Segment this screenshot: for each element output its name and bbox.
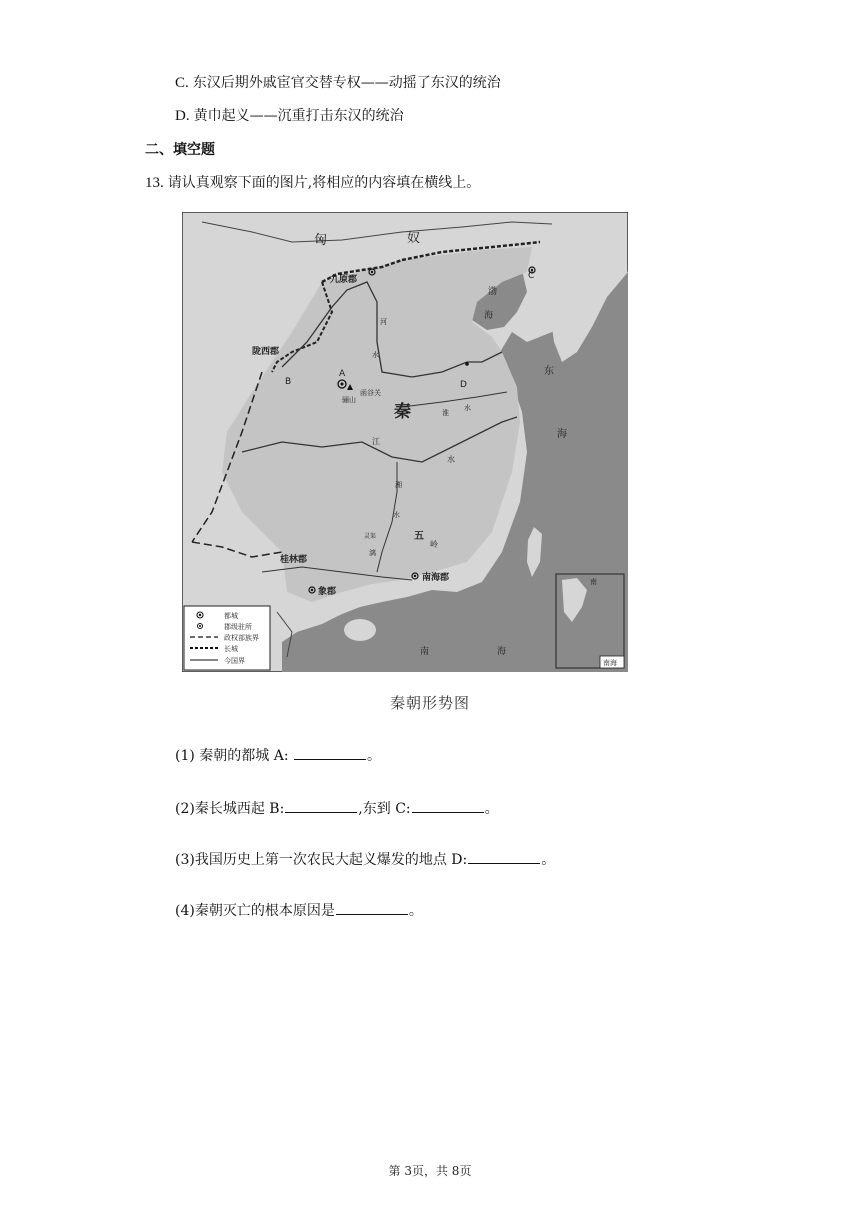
map-label-lingqu: 灵渠: [364, 533, 377, 540]
answer-blank-reason[interactable]: [336, 899, 408, 915]
question-text: 请认真观察下面的图片,将相应的内容填在横线上。: [167, 175, 481, 191]
subquestion-3: [175, 848, 555, 870]
map-label-huaishui: 水: [464, 404, 471, 412]
map-label-d: D: [460, 380, 467, 390]
map-label-c: C: [528, 271, 535, 281]
map-label-xiang: 湘: [395, 481, 402, 489]
subquestion-end: 。: [484, 801, 499, 817]
map-label-longxi: 陇西郡: [252, 347, 280, 357]
legend-wall: 长城: [224, 645, 238, 653]
map-label-nanhai: 海: [497, 647, 507, 657]
answer-blank-b[interactable]: [285, 797, 357, 813]
question-number: 13.: [145, 175, 164, 191]
inset-label: 南: [590, 578, 597, 586]
map-label-qin: 秦: [394, 402, 411, 422]
map-label-shui: 水: [372, 351, 379, 359]
section-title: 二、填空题: [145, 142, 215, 158]
option-d: [175, 106, 404, 126]
map-label-donghai: 海: [557, 429, 567, 440]
legend-dashed: 政权部族界: [224, 634, 259, 642]
question-13: [145, 173, 480, 193]
map-label-a: A: [339, 369, 346, 379]
map-label-dong: 东: [544, 366, 554, 377]
subquestion-mid: ,东到 C:: [358, 801, 411, 817]
map-label-he: 河: [380, 318, 387, 326]
option-letter: D.: [175, 108, 190, 124]
subquestion-text: (1) 秦朝的都城 A:: [175, 748, 294, 764]
subquestion-4: [175, 899, 423, 921]
map-caption: 秦朝形势图: [389, 694, 470, 712]
map-label-wu: 五: [414, 531, 424, 542]
map-label-hai: 海: [484, 311, 494, 321]
option-letter: C.: [175, 75, 189, 91]
map-label-nanhaijun: 南海郡: [422, 573, 450, 583]
subquestion-end: 。: [541, 852, 556, 868]
option-c: [175, 73, 501, 93]
option-text: 东汉后期外戚宦官交替专权——动摇了东汉的统治: [192, 75, 501, 91]
option-text: 黄巾起义——沉重打击东汉的统治: [193, 108, 404, 124]
answer-blank-c[interactable]: [412, 797, 484, 813]
subquestion-end: 。: [367, 748, 382, 764]
map-label-xiongnu2: 奴: [407, 231, 421, 246]
map-label-xiangshui: 水: [393, 511, 400, 519]
map-label-bo: 渤: [488, 287, 498, 297]
subquestion-text: (3)我国历史上第一次农民大起义爆发的地点 D:: [175, 852, 468, 868]
map-label-xiongnu1: 匈: [314, 233, 328, 248]
subquestion-text: (2)秦长城西起 B:: [175, 801, 285, 817]
map-label-nan: 南: [420, 647, 430, 657]
inset-map: [556, 574, 624, 668]
answer-blank-d[interactable]: [468, 848, 540, 864]
map-legend: [184, 606, 270, 670]
map-label-guilin: 桂林郡: [280, 555, 308, 565]
qin-dynasty-map: [182, 212, 628, 672]
subquestion-end: 。: [408, 903, 423, 919]
inset-nanhai: 南海: [603, 659, 617, 667]
map-label-ling: 岭: [430, 540, 438, 549]
map-label-jiuyuan: 九原郡: [330, 275, 358, 285]
legend-commandery: 郡级驻所: [224, 623, 252, 631]
map-label-hanguguan: 函谷关: [360, 389, 381, 397]
subquestion-2: [175, 797, 499, 819]
map-label-b: B: [285, 377, 292, 387]
map-label-jiang: 江: [372, 437, 380, 446]
subquestion-text: (4)秦朝灭亡的根本原因是: [175, 903, 335, 919]
map-label-xiangjun: 象郡: [318, 587, 337, 597]
map-label-li: 漓: [369, 549, 376, 557]
map-label-huai: 淮: [442, 409, 449, 417]
legend-solid: 今国界: [224, 657, 245, 665]
answer-blank-a[interactable]: [294, 744, 366, 760]
page-footer: 第 3页，共 8页: [388, 1164, 472, 1178]
legend-capital: 都城: [224, 612, 238, 620]
map-label-lishan: 骊山: [342, 396, 356, 404]
map-label-jiangshui: 水: [447, 455, 455, 464]
subquestion-1: [175, 744, 381, 766]
